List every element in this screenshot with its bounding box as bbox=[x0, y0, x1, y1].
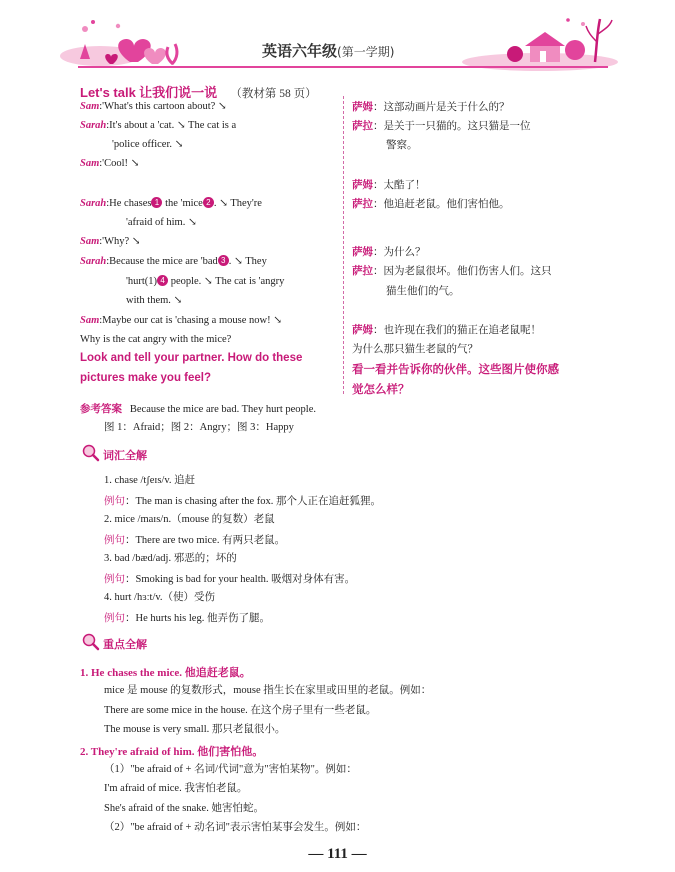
house-tree-right bbox=[462, 18, 618, 71]
dialogue-line: Sam:'What's this cartoon about? ↘ bbox=[80, 101, 227, 112]
keypoint-line: There are some mice in the house. 在这个房子里有一些老鼠。 bbox=[104, 705, 377, 716]
note-marker: 4 bbox=[157, 275, 168, 286]
note-marker: 3 bbox=[218, 255, 229, 266]
keypoint-line: （2）"be afraid of + 动名词"表示害怕某事会发生。例如： bbox=[104, 822, 367, 833]
dialogue-cn-line: 萨拉：是关于一只猫的。这只猫是一位 bbox=[352, 120, 531, 132]
dialogue-cn-line: 萨拉：他追赶老鼠。他们害怕他。 bbox=[352, 198, 510, 210]
vocab-example: 例句：There are two mice. 有两只老鼠。 bbox=[104, 534, 286, 546]
dialogue-line: Sam:'Why? ↘ bbox=[80, 236, 141, 247]
dialogue-line: with them. ↘ bbox=[126, 295, 183, 306]
vocab-example: 例句：The man is chasing after the fox. 那个人正在追赶狐狸。 bbox=[104, 495, 382, 507]
keypoint-heading: 2. They're afraid of him. 他们害怕他。 bbox=[80, 746, 264, 758]
dialogue-line: Sarah:Because the mice are 'bad 3 . ↘ They bbox=[80, 256, 267, 267]
dialogue-line: Sam:'Cool! ↘ bbox=[80, 158, 140, 169]
vocab-word: 2. mice /maɪs/n.（mouse 的复数）老鼠 bbox=[104, 514, 275, 525]
dialogue-cn-line: 萨姆：这部动画片是关于什么的？ bbox=[352, 101, 510, 113]
vocab-word: 1. chase /tʃeɪs/v. 追赶 bbox=[104, 475, 196, 486]
keypoint-line: mice 是 mouse 的复数形式，mouse 指生长在家里或田里的老鼠。例如： bbox=[104, 685, 432, 696]
vocab-example: 例句：Smoking is bad for your health. 吸烟对身体有害。 bbox=[104, 573, 356, 585]
dialogue-cn-line: 萨姆：也许现在我们的猫正在追老鼠呢！ bbox=[352, 324, 541, 336]
page-number: — 111 — bbox=[308, 846, 367, 862]
prompt-en-line: Look and tell your partner. How do these bbox=[80, 352, 303, 364]
keypoint-line: She's afraid of the snake. 她害怕蛇。 bbox=[104, 803, 264, 814]
dialogue-line: Why is the cat angry with the mice? bbox=[80, 334, 232, 345]
header-rule bbox=[78, 66, 608, 68]
dialogue-cn-line: 萨姆：太酷了！ bbox=[352, 179, 426, 191]
vocab-section-title: 词汇全解 bbox=[103, 449, 147, 462]
vocab-word: 3. bad /bæd/adj. 邪恶的；坏的 bbox=[104, 553, 237, 564]
book-title: 英语六年级(第一学期) bbox=[262, 42, 395, 60]
dialogue-line: Sarah:He chases 1 the 'mice 2 . ↘ They're bbox=[80, 198, 262, 209]
keypoint-line: （1）"be afraid of + 名词/代词"意为"害怕某物"。例如： bbox=[104, 764, 357, 775]
prompt-en-line: pictures make you feel? bbox=[80, 372, 212, 384]
vocab-example: 例句：He hurts his leg. 他弄伤了腿。 bbox=[104, 612, 270, 624]
dialogue-cn-line: 为什么那只猫生老鼠的气？ bbox=[352, 343, 478, 355]
column-divider bbox=[343, 96, 344, 394]
dialogue-cn-line: 萨姆：为什么？ bbox=[352, 246, 426, 258]
dialogue-cn-line: 警察。 bbox=[386, 139, 418, 151]
dialogue-line: 'police officer. ↘ bbox=[112, 139, 184, 150]
dialogue-line: Sarah:It's about a 'cat. ↘ The cat is a bbox=[80, 120, 237, 131]
prompt-cn-line: 觉怎么样？ bbox=[352, 382, 410, 396]
heart-cluster-left bbox=[60, 20, 177, 66]
vocab-word: 4. hurt /hɜːt/v.（使）受伤 bbox=[104, 592, 216, 603]
dialogue-line: Sam:Maybe our cat is 'chasing a mouse now! ↘ bbox=[80, 315, 282, 326]
section-title-lets-talk: Let's talk 让我们说一说 （教材第 58 页） bbox=[80, 85, 317, 101]
dialogue-line: 'hurt(1) 4 people. ↘ The cat is 'angry bbox=[126, 276, 285, 287]
prompt-cn-line: 看一看并告诉你的伙伴。这些图片使你感 bbox=[352, 362, 559, 376]
dialogue-cn-line: 萨拉：因为老鼠很坏。他们伤害人们。这只 bbox=[352, 265, 552, 277]
magnifier-icon bbox=[82, 444, 100, 462]
answer-line: 参考答案 Because the mice are bad. They hurt people. bbox=[80, 403, 316, 415]
magnifier-icon bbox=[82, 633, 100, 651]
keypoint-line: The mouse is very small. 那只老鼠很小。 bbox=[104, 724, 286, 735]
dialogue-line: 'afraid of him. ↘ bbox=[126, 217, 197, 228]
note-marker: 2 bbox=[203, 197, 214, 208]
keypoint-line: I'm afraid of mice. 我害怕老鼠。 bbox=[104, 783, 248, 794]
dialogue-cn-line: 猫生他们的气。 bbox=[386, 285, 460, 297]
keypoint-heading: 1. He chases the mice. 他追赶老鼠。 bbox=[80, 667, 251, 679]
note-marker: 1 bbox=[151, 197, 162, 208]
answer-line: 图 1：Afraid；图 2：Angry；图 3：Happy bbox=[104, 422, 294, 433]
keypoints-section-title: 重点全解 bbox=[103, 638, 147, 651]
